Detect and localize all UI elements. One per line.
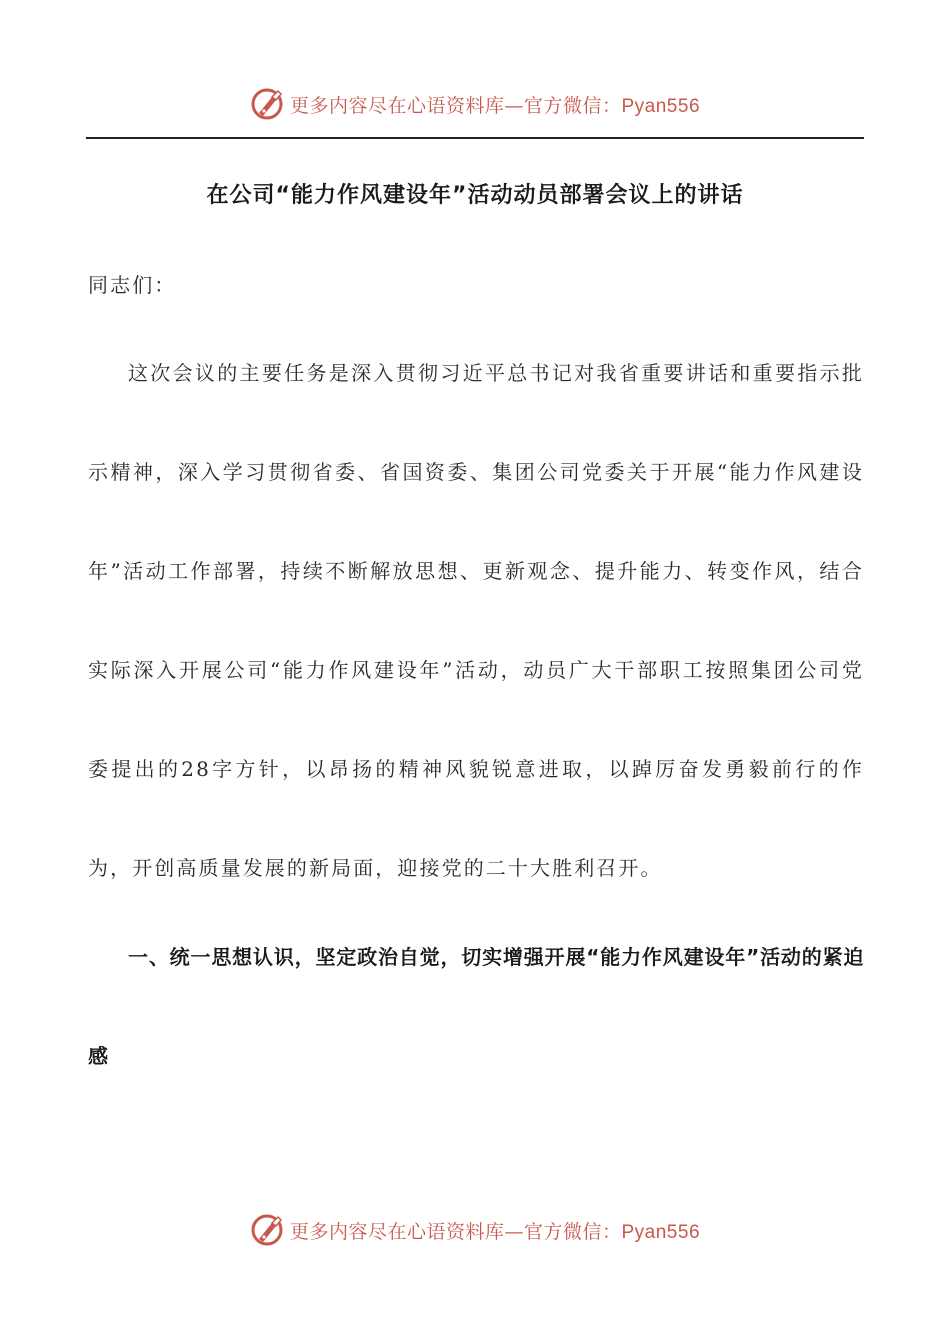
header-banner-dash: — xyxy=(504,94,524,117)
footer-banner-dash: — xyxy=(504,1220,524,1243)
footer-banner-wechat-id: Pyan556 xyxy=(621,1221,701,1243)
header-rule xyxy=(86,137,864,139)
footer-banner-wechat-label: 官方微信： xyxy=(523,1220,622,1243)
pen-nib-circle-icon xyxy=(250,87,284,121)
footer-banner-library: 更多内容尽在心语资料库 xyxy=(289,1220,505,1243)
pen-nib-circle-icon xyxy=(250,1213,284,1247)
greeting: 同志们： xyxy=(88,273,177,297)
document-title: 在公司“能力作风建设年”活动动员部署会议上的讲话 xyxy=(206,183,744,208)
header-banner-text xyxy=(290,91,700,118)
footer-banner-text xyxy=(290,1217,700,1244)
footer-banner xyxy=(0,1210,950,1250)
header-banner-wechat-id: Pyan556 xyxy=(621,95,701,117)
section-1-heading: 一、统一思想认识，坚定政治自觉，切实增强开展“能力作风建设年”活动的紧迫感 xyxy=(88,945,864,1068)
header-banner-wechat-label: 官方微信： xyxy=(523,94,622,117)
header-banner-library: 更多内容尽在心语资料库 xyxy=(289,94,505,117)
header-banner xyxy=(0,84,950,124)
paragraph-1: 这次会议的主要任务是深入贯彻习近平总书记对我省重要讲话和重要指示批示精神，深入学习贯彻省委、省国资委、集团公司党委关于开展“能力作风建设年”活动工作部署，持续不断解放思想、更新观念、提升能力、转变作风，结合实际深入开展公司“能力作风建设年”活动，动员广大干部职工按照集团公司党委提出的28字方针，以昂扬的精神风貌锐意进取，以踔厉奋发勇毅前行的作为，开创高质量发展的新局面，迎接党的二十大胜利召开。 xyxy=(88,361,864,880)
